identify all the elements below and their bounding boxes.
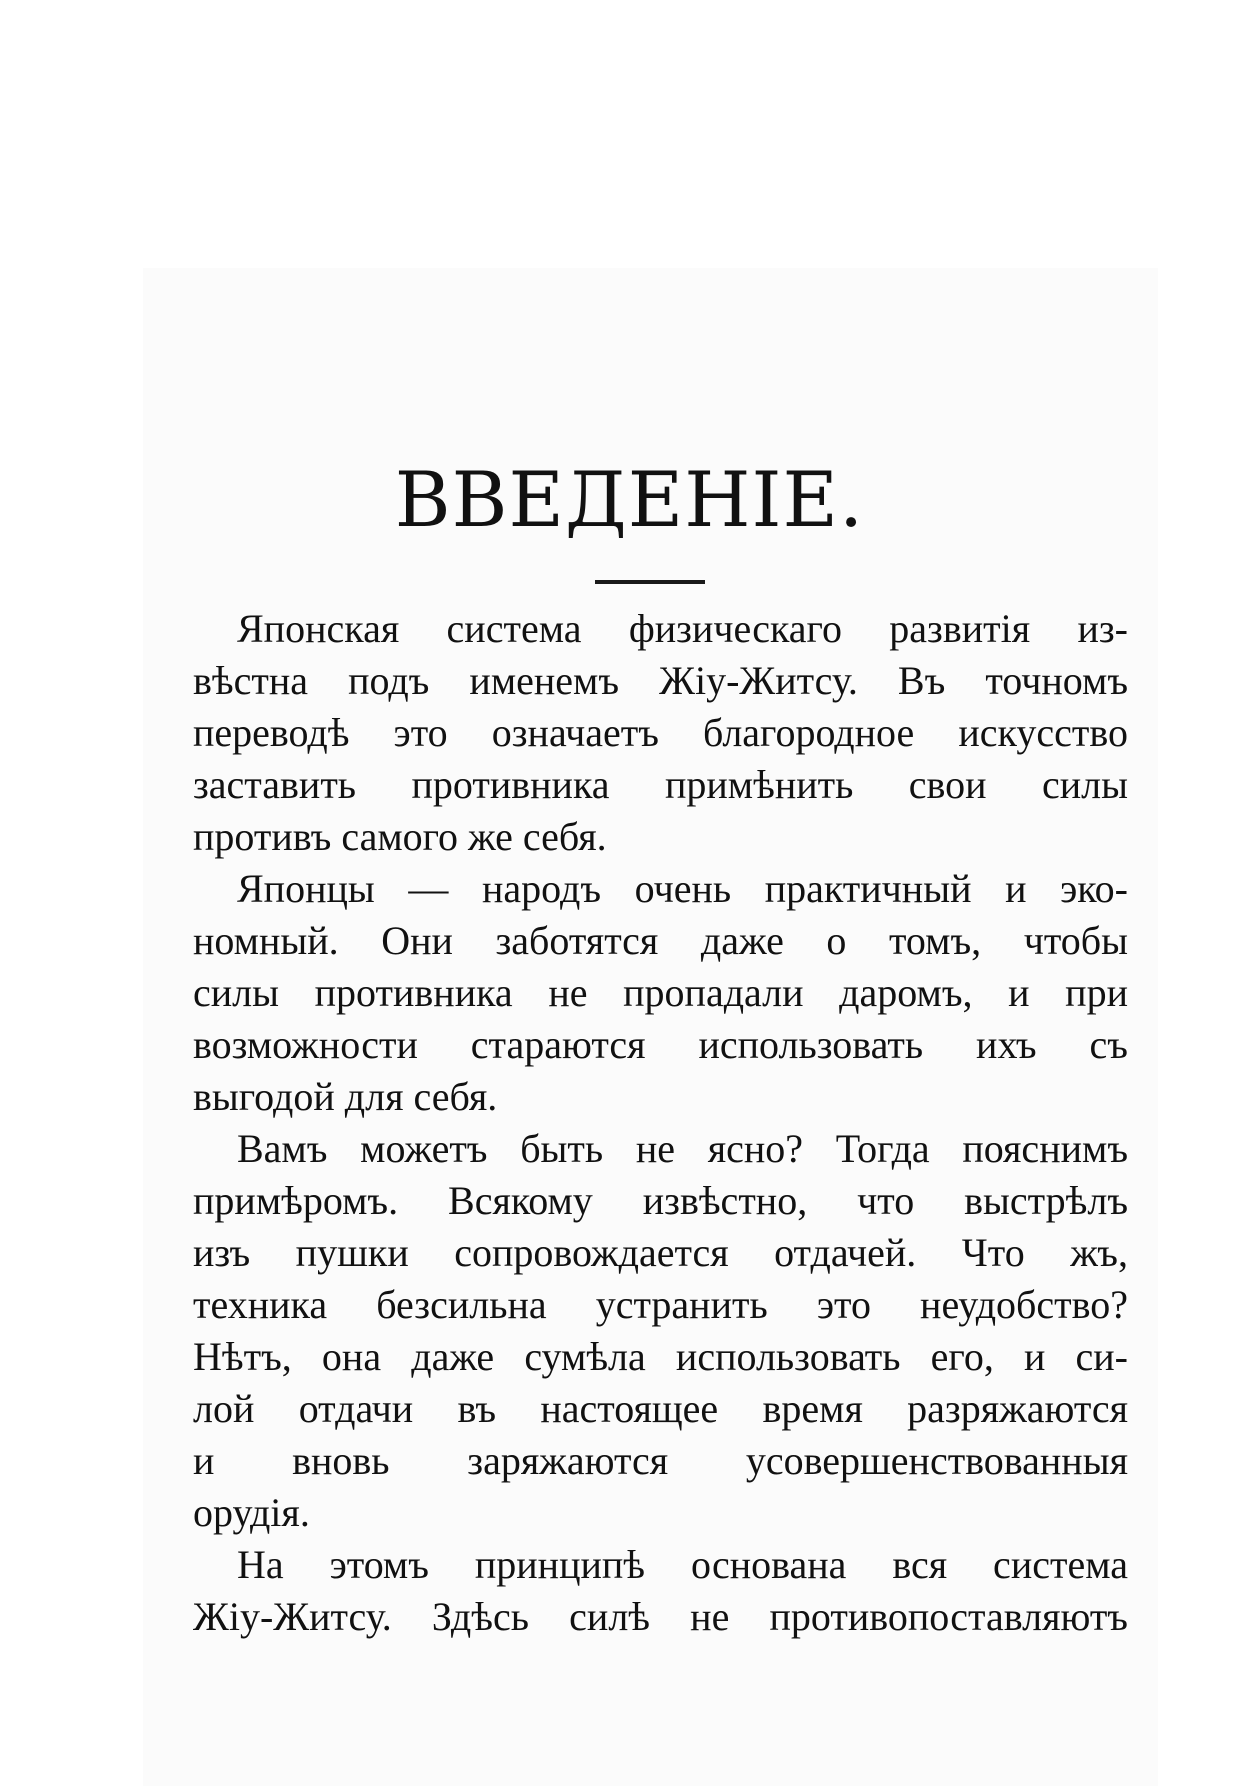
text-line: Японцы — народъ очень практичный и эко- — [237, 866, 1128, 911]
text-line: силы противника не пропадали даромъ, и при — [193, 970, 1128, 1015]
text-line: изъ пушки сопровождается отдачей. Что жъ, — [193, 1230, 1128, 1275]
text-line: выгодой для себя. — [193, 1074, 498, 1119]
text-line: примѣромъ. Всякому извѣстно, что выстрѣлъ — [193, 1178, 1128, 1223]
text-line: заставить противника примѣнить свои силы — [193, 762, 1128, 807]
text-line: противъ самого же себя. — [193, 814, 607, 859]
paragraph — [193, 863, 1128, 1123]
paragraph — [193, 1539, 1128, 1643]
text-line: и вновь заряжаются усовершенствованныя — [193, 1438, 1128, 1483]
paragraph — [193, 603, 1128, 863]
body-text — [193, 603, 1128, 1643]
text-line: номный. Они заботятся даже о томъ, чтобы — [193, 918, 1128, 963]
text-line: Вамъ можетъ быть не ясно? Тогда пояснимъ — [237, 1126, 1128, 1171]
paragraph — [193, 1123, 1128, 1539]
text-line: возможности стараются использовать ихъ съ — [193, 1022, 1128, 1067]
text-line: переводѣ это означаетъ благородное искусство — [193, 710, 1128, 755]
text-line: На этомъ принципѣ основана вся система — [237, 1542, 1128, 1587]
text-line: лой отдачи въ настоящее время разряжаются — [193, 1386, 1128, 1431]
heading-rule — [595, 580, 705, 584]
text-line: техника безсильна устранить это неудобство? — [193, 1282, 1128, 1327]
text-line: Жіу-Житсу. Здѣсь силѣ не противопоставляютъ — [193, 1594, 1128, 1639]
text-line: вѣстна подъ именемъ Жіу-Житсу. Въ точномъ — [193, 658, 1128, 703]
chapter-heading: ВВЕДЕНІЕ. — [394, 455, 865, 544]
text-line: Нѣтъ, она даже сумѣла использовать его, и си- — [193, 1334, 1128, 1379]
text-line: орудія. — [193, 1490, 310, 1535]
text-line: Японская система физическаго развитія из- — [237, 606, 1128, 651]
